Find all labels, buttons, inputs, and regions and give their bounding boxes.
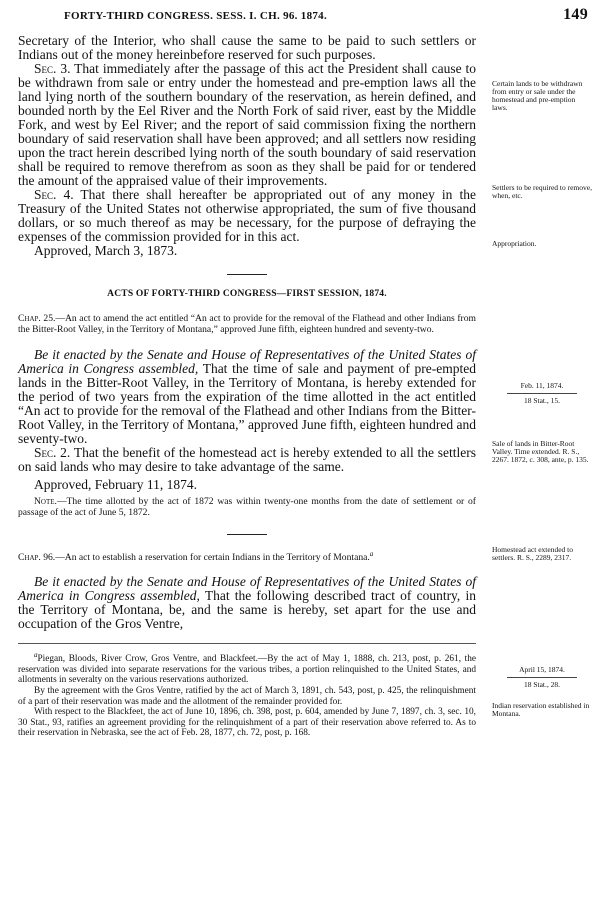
marginal-note: Appropriation. <box>492 239 537 248</box>
note-label: Note. <box>34 496 57 507</box>
paragraph-continuation: Secretary of the Interior, who shall cause the same to be paid to such settlers or Indians out of the money hereinbefore reserved for such purposes. <box>18 33 476 62</box>
chapter-title-text: —An act to establish a reservation for certain Indians in the Territory of Montana. <box>55 552 370 564</box>
section-text: That immediately after the passage of this act the President shall cause to be withdrawn from sale or entry under the homestead and pre-emption laws all the land lying north of the southern boundary of the reservation, as herein defined, and bounded north by the Eel River and the North Fork of said river, east by the Middle Fork, and west by Eel River; and the report of said commission fixing the northern boundary of said reservation shall have been approved; and all settlers now residing upon the tract herein described lying north of the south boundary of said reservation shall be required to remove therefrom as soon as they shall be paid for or tendered the amount of the appraised value of their improvements. <box>18 61 477 188</box>
marginal-note: Indian reservation established in Montana. <box>492 701 590 718</box>
section-3 <box>18 62 476 188</box>
marginal-note: Settlers to be required to remove, when, etc. <box>492 183 592 200</box>
divider <box>507 677 577 678</box>
running-title: FORTY-THIRD CONGRESS. SESS. I. CH. 96. 1874. <box>64 10 328 22</box>
footnote-rule <box>18 643 476 644</box>
enacting-text: That the time of sale and payment of pre-empted lands in the Bitter-Root Valley, in the Territory of Montana, is hereby extended for the period of two years from the expiration of the time allotted in the act entitled “An act to provide for the removal of the Flathead and other Indians from the Bitter-Root Valley, in the Territory of Montana,” approved June fifth, eighteen hundred and seventy-two. <box>18 361 476 446</box>
note-text: —The time allotted by the act of 1872 was within twenty-one months from the date of settlement or of passage of the act of June 5, 1872. <box>18 496 476 518</box>
marginal-note: Sale of lands in Bitter-Root Valley. Time extended. R. S., 2267. 1872, c. 308, ante, p. 135. <box>492 439 589 464</box>
chapter-title-text: —An act to amend the act entitled “An act to provide for the removal of the Flathead and other Indians from the Bitter-Root Valley, in the Territory of Montana,” approved June fifth, eighteen hundred and seventy-two. <box>18 313 476 335</box>
section-4 <box>18 188 476 244</box>
chapter-25-title <box>18 313 476 335</box>
marginal-note: Certain lands to be withdrawn from entry or sale under the homestead and pre-emption laws. <box>492 79 583 112</box>
footnote-3: With respect to the Blackfeet, the act of June 10, 1896, ch. 398, post, p. 604, amended by June 7, 1897, ch. 3, sec. 10, 30 Stat., 93, ratifies an agreement providing for the relinquishment of a part of their reservation above referred to. As to their reservation in Nebraska, see the act of Feb. 28, 1877, ch. 72, post, p. 168. <box>18 707 476 739</box>
marginal-statute: 18 Stat., 15. <box>523 396 561 405</box>
divider <box>227 534 267 535</box>
marginal-statute: 18 Stat., 28. <box>523 680 561 689</box>
footnote-marker: a <box>34 651 38 660</box>
enacting-formula: Be it enacted by the Senate and House of Representatives of the United States of America in Congress assembled, <box>18 574 476 604</box>
footnote-marker: a <box>369 550 374 558</box>
main-text <box>18 34 476 739</box>
marginal-date-box <box>492 382 592 405</box>
section-2 <box>18 446 476 474</box>
marginal-date: Feb. 11, 1874. <box>520 381 564 390</box>
note <box>18 496 476 518</box>
section-heading: ACTS OF FORTY-THIRD CONGRESS—FIRST SESSION, 1874. <box>107 289 387 299</box>
enacting-text: That the following described tract of country, in the Territory of Montana, be, and the same is hereby, set apart for the use and occupation of the Gros Ventre, <box>18 588 476 632</box>
enacting-clause <box>18 575 476 631</box>
divider <box>507 393 577 394</box>
marginal-date-box <box>492 666 592 689</box>
section-label: Sec. 3. <box>34 61 71 76</box>
enacting-formula: Be it enacted by the Senate and House of Representatives of the United States of America in Congress assembled, <box>18 347 476 376</box>
chapter-label: Chap. 96. <box>18 552 56 564</box>
section-text: That there shall hereafter be appropriated out of any money in the Treasury of the United States not otherwise appropriated, the sum of five thousand dollars, or so much thereof as may be necessary, for the purpose of defraying the expenses of the commission provided for in this act. <box>18 187 476 244</box>
approval-line: Approved, March 3, 1873. <box>34 243 178 258</box>
chapter-label: Chap. 25. <box>18 313 56 324</box>
page-number: 149 <box>563 6 588 23</box>
footnote-text: Piegan, Bloods, River Crow, Gros Ventre, and Blackfeet.—By the act of May 1, 1888, ch. 213, post, p. 261, the reservation was divided into separate reservations for the various tribes, a portion relinquished to the United States, and allotments in severalty on the various reservations authorized. <box>18 654 476 686</box>
page-header <box>34 6 594 28</box>
section-label: Sec. 4. <box>34 187 74 202</box>
enacting-clause <box>18 348 476 446</box>
marginal-note: Homestead act extended to settlers. R. S., 2289, 2317. <box>492 545 574 562</box>
chapter-96-title <box>18 549 476 563</box>
approval-line: Approved, February 11, 1874. <box>34 477 197 492</box>
divider <box>227 274 267 275</box>
footnote-2: By the agreement with the Gros Ventre, ratified by the act of March 3, 1891, ch. 543, post, p. 425, the relinquishment of a part of their reservation was made and the allotment of the remainder provided for. <box>18 686 476 707</box>
footnote-1 <box>18 650 476 686</box>
marginal-date: April 15, 1874. <box>519 665 565 674</box>
section-label: Sec. 2. <box>34 445 71 460</box>
section-text: That the benefit of the homestead act is hereby extended to all the settlers on said lands who may desire to take advantage of the same. <box>18 445 477 474</box>
